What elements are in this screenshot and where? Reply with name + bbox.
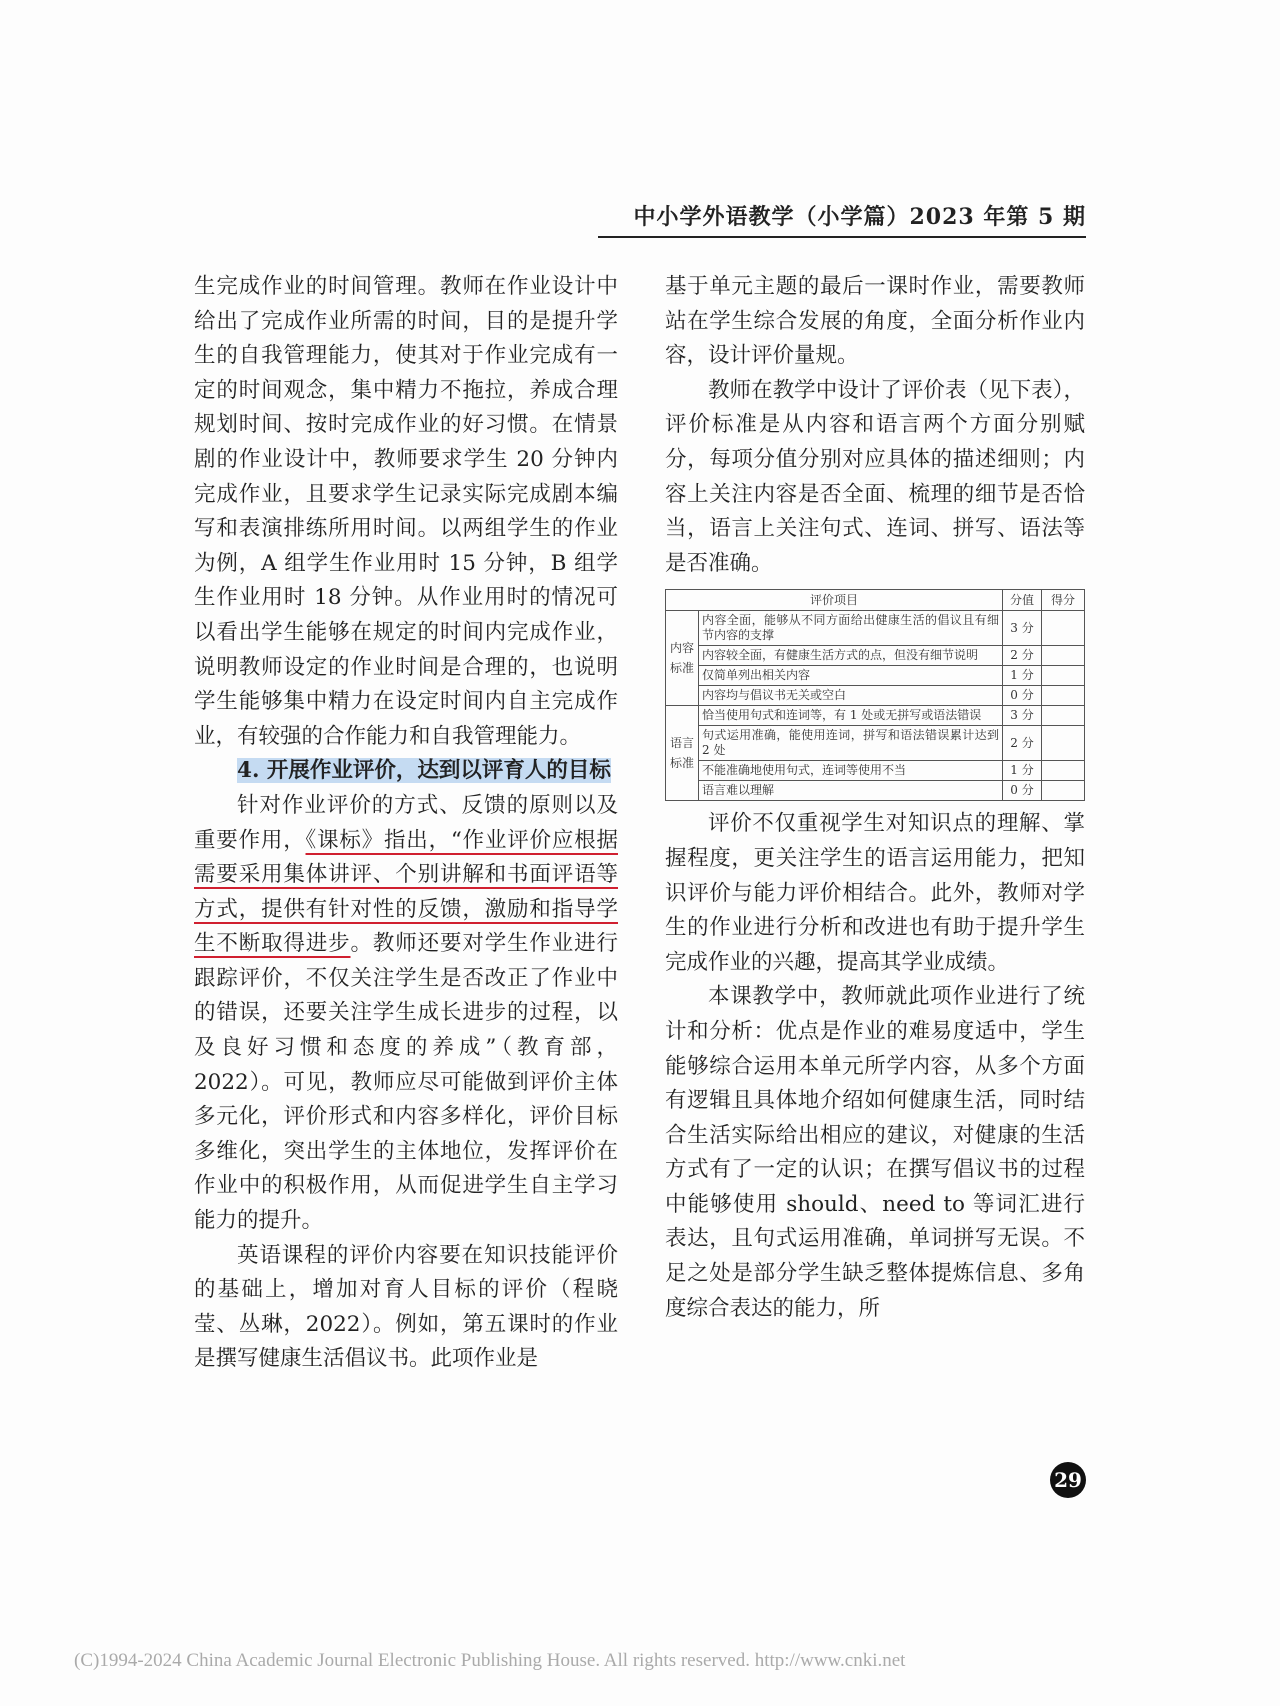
score-cell: 1 分 [1003, 761, 1042, 781]
got-cell [1042, 706, 1085, 726]
table-row [666, 611, 1085, 646]
left-column [194, 270, 618, 1377]
got-cell [1042, 666, 1085, 686]
got-cell [1042, 686, 1085, 706]
score-cell: 0 分 [1003, 781, 1042, 801]
evaluation-table [665, 589, 1085, 801]
table-cell: 内容较全面，有健康生活方式的点，但没有细节说明 [699, 646, 1003, 666]
table-cell: 不能准确地使用句式，连词等使用不当 [699, 761, 1003, 781]
paragraph: 教师在教学中设计了评价表（见下表），评价标准是从内容和语言两个方面分别赋分，每项分值分别对应具体的描述细则；内容上关注内容是否全面、梳理的细节是否恰当，语言上关注句式、连词、拼写、语法等是否准确。 [665, 377, 1085, 576]
table-row [666, 726, 1085, 761]
header-got: 得分 [1042, 590, 1085, 611]
copyright-footer: (C)1994-2024 China Academic Journal Electronic Publishing House. All rights reserved. http://www.cnki.net [74, 1650, 906, 1671]
language-category-label: 语言标准 [666, 706, 699, 801]
score-cell: 2 分 [1003, 726, 1042, 761]
paragraph: 本课教学中，教师就此项作业进行了统计和分析：优点是作业的难易度适中，学生能够综合运用本单元所学内容，从多个方面有逻辑且具体地介绍如何健康生活，同时结合生活实际给出相应的建议，对健康的生活方式有了一定的认识；在撰写倡议书的过程中能够使用 should、need to 等词汇进行表达，且句式运用准确，单词拼写无误。不足之处是部分学生缺乏整体提炼信息、多角度综合表达的能力，所 [665, 984, 1085, 1321]
underlined-quote: 《课标》指出，“作业评价应根据需要采用集体讲评、个别讲解和书面评语等方式，提供有针对性的反馈，激励和指导学生不断取得进步 [194, 827, 618, 957]
paragraph: 评价不仅重视学生对知识点的理解、掌握程度，更关注学生的语言运用能力，把知识评价与能力评价相结合。此外，教师对学生的作业进行分析和改进也有助于提升学生完成作业的兴趣，提高其学业成绩。 [665, 811, 1085, 975]
got-cell [1042, 726, 1085, 761]
table-cell: 句式运用准确，能使用连词，拼写和语法错误累计达到 2 处 [699, 726, 1003, 761]
paragraph: 生完成作业的时间管理。教师在作业设计中给出了完成作业所需的时间，目的是提升学生的自我管理能力，使其对于作业完成有一定的时间观念，集中精力不拖拉，养成合理规划时间、按时完成作业的好习惯。在情景剧的作业设计中，教师要求学生 20 分钟内完成作业，且要求学生记录实际完成剧本编写和表演排练所用时间。以两组学生的作业为例，A 组学生作业用时 15 分钟，B 组学生作业用时 18 分钟。从作业用时的情况可以看出学生能够在规定的时间内完成作业，说明教师设定的作业时间是合理的，也说明学生能够集中精力在设定时间内自主完成作业，有较强的合作能力和自我管理能力。 [194, 274, 618, 749]
page-number: 29 [1050, 1462, 1086, 1498]
header-score: 分值 [1003, 590, 1042, 611]
table-row [666, 666, 1085, 686]
paragraph [194, 789, 618, 1239]
paragraph: 英语课程的评价内容要在知识技能评价的基础上，增加对育人目标的评价（程晓莹、丛琳，2022）。例如，第五课时的作业是撰写健康生活倡议书。此项作业是 [194, 1242, 618, 1372]
section-heading [194, 754, 618, 789]
score-cell: 0 分 [1003, 686, 1042, 706]
table-cell: 内容全面，能够从不同方面给出健康生活的倡议且有细节内容的支撑 [699, 611, 1003, 646]
paragraph: 基于单元主题的最后一课时作业，需要教师站在学生综合发展的角度，全面分析作业内容，设计评价量规。 [665, 274, 1085, 369]
journal-header: 中小学外语教学（小学篇）2023 年第 5 期 [598, 200, 1086, 238]
table-row [666, 646, 1085, 666]
table-row [666, 706, 1085, 726]
table-cell: 恰当使用句式和连词等，有 1 处或无拼写或语法错误 [699, 706, 1003, 726]
score-cell: 1 分 [1003, 666, 1042, 686]
got-cell [1042, 781, 1085, 801]
content-category-label: 内容标准 [666, 611, 699, 706]
table-row [666, 686, 1085, 706]
highlighted-heading: 4. 开展作业评价，达到以评育人的目标 [237, 758, 611, 784]
table-cell: 语言难以理解 [699, 781, 1003, 801]
table-cell: 内容均与倡议书无关或空白 [699, 686, 1003, 706]
right-column [665, 270, 1085, 1326]
score-cell: 2 分 [1003, 646, 1042, 666]
text-before-quote: 针对作业评价的方式、反馈的原则以及重要作用， [194, 792, 618, 853]
score-cell: 3 分 [1003, 706, 1042, 726]
table-header-row [666, 590, 1085, 611]
got-cell [1042, 611, 1085, 646]
text-after-quote: 。教师还要对学生作业进行跟踪评价，不仅关注学生是否改正了作业中的错误，还要关注学生成长进步的过程，以及良好习惯和态度的养成”（教育部，2022）。可见，教师应尽可能做到评价主体多元化，评价形式和内容多样化，评价目标多维化，突出学生的主体地位，发挥评价在作业中的积极作用，从而促进学生自主学习能力的提升。 [194, 931, 618, 1234]
table-cell: 仅简单列出相关内容 [699, 666, 1003, 686]
header-item: 评价项目 [666, 590, 1003, 611]
got-cell [1042, 646, 1085, 666]
score-cell: 3 分 [1003, 611, 1042, 646]
table-row [666, 761, 1085, 781]
table-row [666, 781, 1085, 801]
got-cell [1042, 761, 1085, 781]
